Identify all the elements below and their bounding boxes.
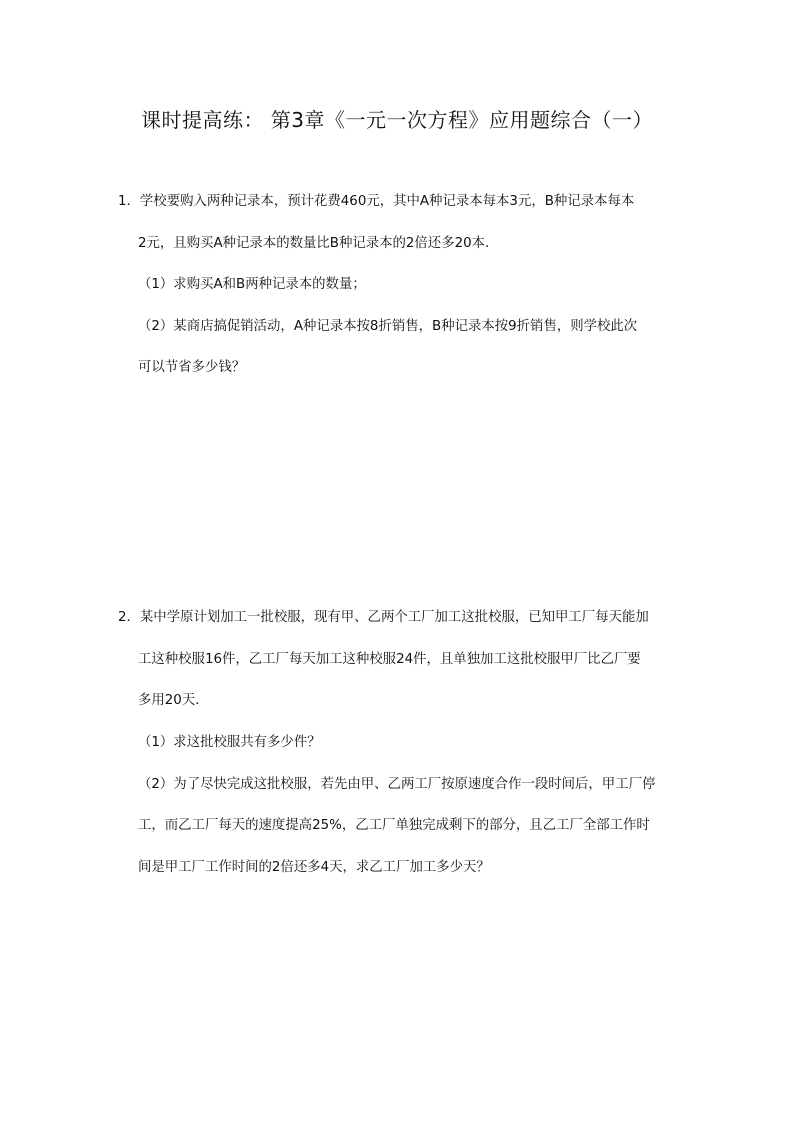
- problem-text: 学校要购入两种记录本，预计花费460元，其中A种记录本每本3元，B种记录本每本: [139, 194, 635, 209]
- problem-1-line-2: 2元，且购买A种记录本的数量比B种记录本的2倍还多20本．: [138, 236, 499, 251]
- problem-1-line-1: [118, 193, 634, 211]
- problem-2-line-1: [118, 609, 649, 627]
- page-title: 课时提高练： 第3章《一元一次方程》应用题综合（一）: [140, 108, 654, 132]
- problem-number: 2．: [118, 610, 140, 625]
- problem-2-line-3: 多用20天．: [138, 693, 209, 708]
- problem-2-line-2: 工这种校服16件，乙工厂每天加工这种校服24件，且单独加工这批校服甲厂比乙厂要: [138, 652, 641, 667]
- problem-1-part-2: （2）某商店搞促销活动，A种记录本按8折销售，B种记录本按9折销售，则学校此次: [138, 319, 638, 334]
- problem-text: 某中学原计划加工一批校服，现有甲、乙两个工厂加工这批校服，已知甲工厂每天能加: [139, 610, 649, 625]
- problem-2-part-1: （1）求这批校服共有多少件？: [138, 735, 321, 750]
- problem-2-part-2-cont-1: 工，而乙工厂每天的速度提高25%，乙工厂单独完成剩下的部分，且乙工厂全部工作时: [138, 818, 650, 833]
- problem-1-part-1: （1）求购买A和B两种记录本的数量；: [138, 277, 366, 292]
- problem-2-part-2: （2）为了尽快完成这批校服，若先由甲、乙两工厂按原速度合作一段时间后，甲工厂停: [138, 777, 656, 792]
- problem-1-part-2-cont: 可以节省多少钱？: [138, 360, 246, 375]
- problem-2-part-2-cont-2: 间是甲工厂工作时间的2倍还多4天，求乙工厂加工多少天？: [138, 860, 490, 875]
- problem-number: 1．: [118, 194, 140, 209]
